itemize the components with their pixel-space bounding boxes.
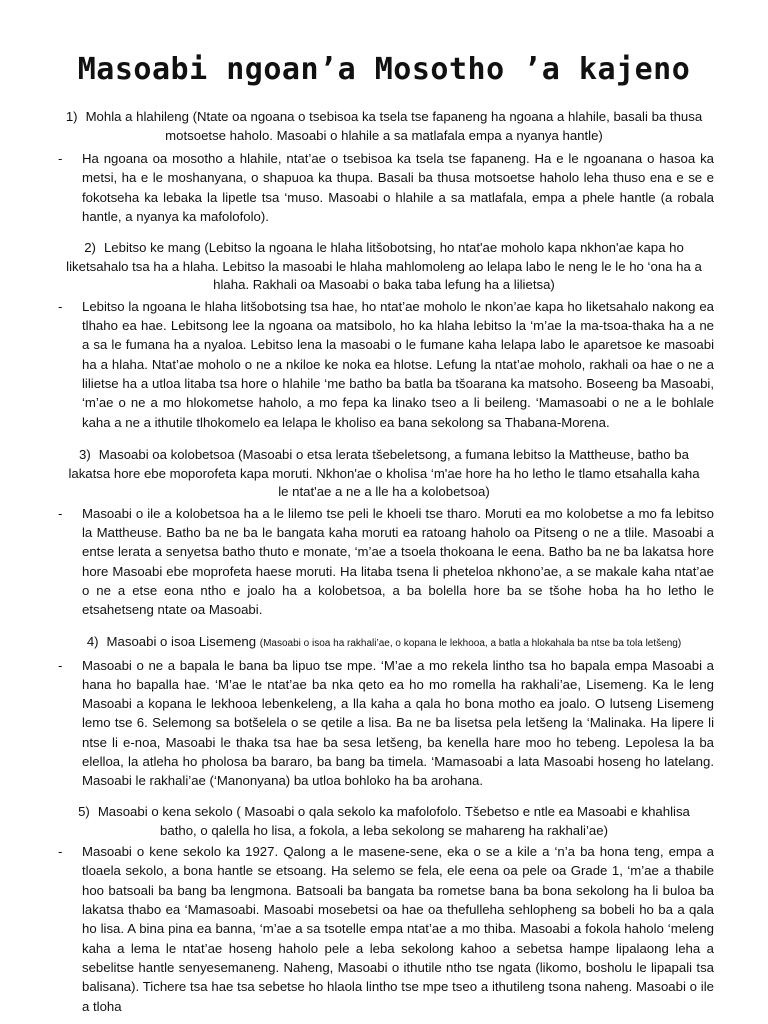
section-3 <box>0 446 768 620</box>
section-body <box>58 656 714 791</box>
section-body <box>58 504 714 620</box>
section-body <box>58 297 714 432</box>
section-number: 4) <box>86 634 99 649</box>
section-body-text: Ha ngoana oa mosotho a hlahile, ntat’ae o tsebisoa ka tsela tse fapaneng. Ha e le ngoanana o hasoa ka metsi, ha e le moshanyana, o shapuoa ka thupa. Basali ba thusa motsoetse haholo leha thuso ena e se e fokotseha ka lebaka la lipetle tsa ‘muso. Masoabi o hlahile a sa matlafala, empa a phele hantle (a robala hantle, a nyanya ka mafolofolo). <box>82 151 714 225</box>
section-heading <box>64 239 704 295</box>
section-heading-text: Lebitso ke mang (Lebitso la ngoana le hlaha litšobotsing, ho ntat'ae moholo kapa nkhon'ae kapa ho liketsahalo tsa ha a hlaha. Lebitso la masoabi le hlaha mahlomoleng ao lelapa labo le neng le le ho ‘ona ha a hlaha. Rakhali oa Masoabi o baka taba lefung ha a lilietsa) <box>66 240 702 293</box>
section-body-text: Masoabi o ne a bapala le bana ba lipuo tse mpe. ‘M’ae a mo rekela lintho tsa ho bapala empa Masoabi a hana ho bapalla hae. ‘M’ae le ntat’ae ba nka qeto ea ho mo romella ha rakhali’ae, Lisemeng. Ka le leng Masoabi a kopana le lekhooa lebenkeleng, a lla kaha a qala ho bona motho ea joalo. O lutseng Lisemeng lemo tse 6. Selemong sa botšelela o se qetile a lisa. Ba ne ba lisetsa pela letšeng la ‘Malinaka. Ha lipere li ntse li e-noa, Masoabi le thaka tsa hae ba sesa letšeng, ba kenella hare moo ho tebeng. Lepolesa la ba elelloa, la atleha ho pholosa ba bararo, ba bang ba timela. ‘Mamasoabi a lata Masoabi hoseng ho latelang. Masoabi le rakhali’ae (‘Manonyana) ba utloa bohloko ha ba arohana. <box>82 657 714 789</box>
section-heading-text: Masoabi oa kolobetsoa (Masoabi o etsa lerata tšebeletsong, a fumana lebitso la Mattheuse, batho ba lakatsa hore ebe moporofeta kapa moruti. Nkhon'ae o kholisa ‘m'ae hore ha ho letho le tlamo etsahalla kaha le ntat'ae a ne a lle ha a kolobetsoa) <box>68 447 700 500</box>
bullet-dash: - <box>58 657 63 673</box>
section-4 <box>0 633 768 791</box>
section-body <box>58 149 714 226</box>
section-heading <box>64 633 704 654</box>
section-heading <box>64 108 704 145</box>
section-2 <box>0 239 768 432</box>
section-heading-text: Mohla a hlahileng (Ntate oa ngoana o tsebisoa ka tsela tse fapaneng ha ngoana a hlahile, basali ba thusa motsoetse haholo. Masoabi o hlahile a sa matlafala empa a nyanya hantle) <box>85 109 703 143</box>
bullet-dash: - <box>58 844 63 860</box>
section-number: 5) <box>78 804 90 819</box>
section-number: 3) <box>79 447 91 462</box>
section-5 <box>0 803 768 1016</box>
section-heading-text: Masoabi o kena sekolo ( Masoabi o qala sekolo ka mafolofolo. Tšebetso e ntle ea Masoabi e khahlisa batho, o qalella ho lisa, a fokola, a leba sekolong se mahareng ha rakhali’ae) <box>97 804 690 838</box>
section-1 <box>0 108 768 226</box>
section-number: 2) <box>84 240 96 255</box>
section-heading-text: Masoabi o isoa Lisemeng <box>106 634 257 649</box>
section-heading <box>64 803 704 840</box>
section-heading <box>64 446 704 502</box>
section-number: 1) <box>65 109 78 124</box>
bullet-dash: - <box>58 505 63 521</box>
section-heading-note: (Masoabi o isoa ha rakhali’ae, o kopana le lekhooa, a batla a hlokahala ba ntse ba tola letšeng) <box>259 638 682 649</box>
section-body <box>58 842 714 1016</box>
bullet-dash: - <box>58 151 63 167</box>
bullet-dash: - <box>58 298 63 314</box>
page-title: Masoabi ngoan’a Mosotho ’a kajeno <box>77 52 691 87</box>
section-body-text: Lebitso la ngoana le hlaha litšobotsing tsa hae, ho ntat’ae moholo le nkon’ae kapa ho liketsahalo nakong ea tlhaho ea hae. Lebitsong lee la ngoana oa matsibolo, ho ka hlaha lebitso la ‘m’ae la ma-tsoa-thaka ha a ne a sa le fumana ha a nyaloa. Lebitso lena la masoabi o le fumane kaha lelapa labo le aparetsoe ke masoabi ha a hlaha. Ntat’ae moholo o ne a nkiloe ke noka ea hlotse. Lefung la ntat’ae moholo, rakhali oa hae o ne a lilietse ha a utloa litaba tsa hore o hlahile ‘me batho ba batla ba tšoarana ka matsoho. Boseeng ba Masoabi, ‘m’ae o ne a mo hlokometse haholo, a mo fepa ka linako tseo a li beileng. ‘Mamasoabi o ne a le bohlale kaha a ne a ithutile tlhokomelo ea lelapa le kholiso ea bana sekolong sa Thabana-Morena. <box>82 298 714 430</box>
section-body-text: Masoabi o kene sekolo ka 1927. Qalong a le masene-sene, eka o se a kile a ‘n’a ba hona teng, empa a tloaela sekolo, a bona hantle se etsoang. Ha selemo se fela, ele eena oa pele oa Grade 1, ‘m’ae a thabile hoo batsoali ba bang ba lengmona. Batsoali ba bangata ba rometse bana ba bona sekolong ha li buloa ba lakatsa thabo ea ‘Mamasoabi. Masoabi mosebetsi oa hae oa thefulleha sehlopheng sa bobeli ho ba a qala ho lisa. A bina pina ea banna, ‘m’ae a sa tsotelle empa ntat’ae a mo thiba. Masoabi a fokola haholo ‘meleng kaha a lema le ntat’ae hoseng haholo pele a leba sekolong kahoo a sebetsa hampe lipalaong leha a sebelitse hantle senyesemaneng. Naheng, Masoabi o ithutile ntho tse ngata (likomo, bosholu le lipapali tsa balisana). Tichere tsa hae tsa sebetse ho hlaola lintho tse mpe tseo a ithutileng tsona naheng. Masoabi o ile a tloha <box>82 844 714 1014</box>
section-body-text: Masoabi o ile a kolobetsoa ha a le lilemo tse peli le khoeli tse tharo. Moruti ea mo kolobetse a mo fa lebitso la Mattheuse. Batho ba ne ba le bangata kaha moruti ea ratoang haholo oa Pitseng o ne a tlile. Masoabi a entse lerata a senyetsa batho thuto e monate, ‘m’ae a tsoela thokoana le eena. Batho ba ne ba lakatsa hore hore Masoabi ebe moprofeta haese moruti. Ha litaba tsena li pheteloa nkhono’ae, a se makale kaha ntat’ae o ne a etse eona ntho e joalo ha a kolobetsoa, a ba bolella hore ba se tšohe hoba ha ho letho le etsahetseng ntate oa Masoabi. <box>82 505 714 618</box>
